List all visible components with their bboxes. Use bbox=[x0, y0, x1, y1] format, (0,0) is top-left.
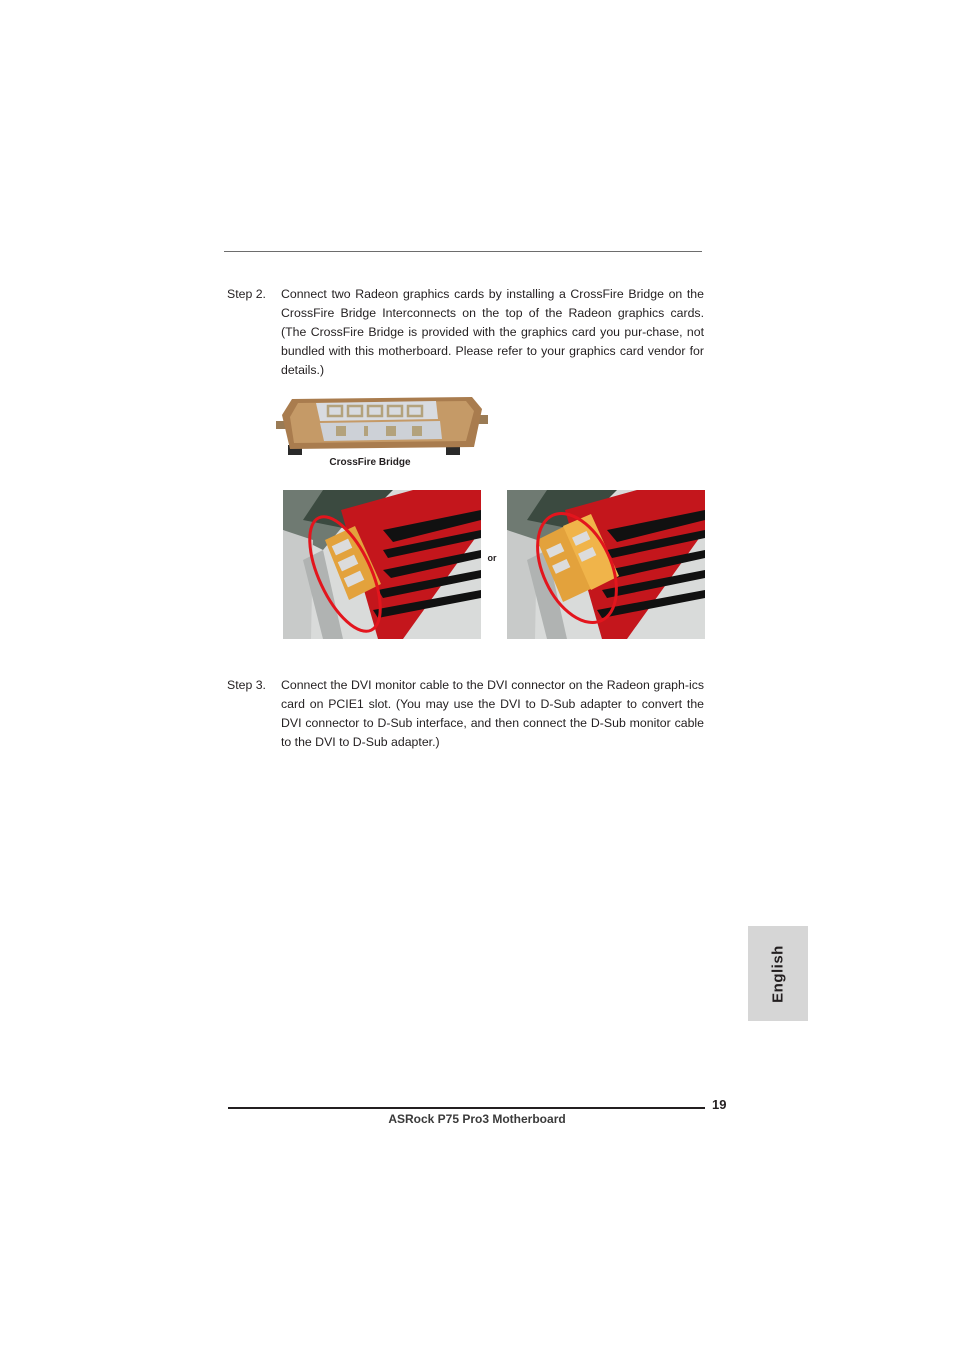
page-number: 19 bbox=[712, 1097, 727, 1112]
step-2-number: Step 2. bbox=[227, 287, 266, 301]
step-3 bbox=[227, 676, 704, 752]
language-tab-label: English bbox=[769, 944, 787, 1003]
crossfire-bridge-image bbox=[276, 395, 490, 457]
step-3-text: Connect the DVI monitor cable to the DVI connector on the Radeon graph-ics card on PCIE1 slot. (You may use the DVI to D-Sub adapter to convert the DVI connector to D-Sub interface, and then connect the D-Sub monitor cable to the DVI to D-Sub adapter.) bbox=[281, 678, 704, 749]
step-3-number: Step 3. bbox=[227, 678, 266, 692]
footer-title: ASRock P75 Pro3 Motherboard bbox=[388, 1112, 566, 1126]
step-2-text: Connect two Radeon graphics cards by installing a CrossFire Bridge on the CrossFire Bridge Interconnects on the top of the Radeon graphics cards. (The CrossFire Bridge is provided with the graphics card you pur-chase, not bundled with this motherboard. Please refer to your graphics card vendor for details.) bbox=[281, 287, 704, 377]
bridge-caption: CrossFire Bridge bbox=[329, 457, 411, 468]
step-2 bbox=[227, 285, 704, 380]
or-label: or bbox=[487, 553, 497, 563]
dual-bridge-photo bbox=[507, 490, 705, 639]
footer-rule bbox=[228, 1107, 705, 1109]
single-bridge-photo bbox=[283, 490, 481, 639]
language-tab bbox=[748, 926, 808, 1021]
header-rule bbox=[224, 251, 702, 252]
